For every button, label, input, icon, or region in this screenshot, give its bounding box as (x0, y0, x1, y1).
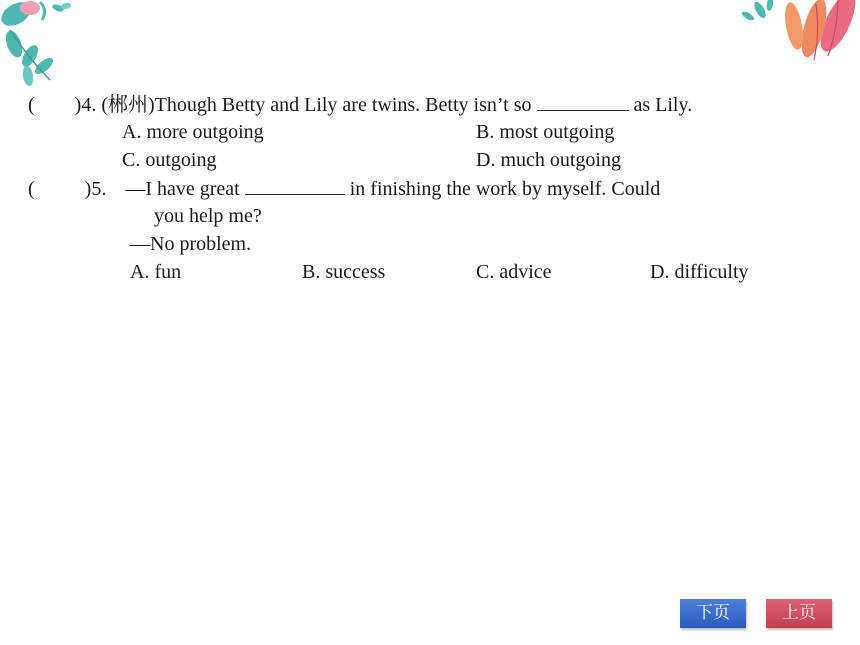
answer-paren-close: ) (74, 94, 82, 116)
question-text: —I have great (125, 178, 240, 200)
question-source: (郴州) (101, 94, 155, 116)
question-5-line-3: —No problem. (130, 233, 252, 255)
top-right-floral-decoration (730, 0, 860, 75)
question-5-stem (28, 176, 660, 201)
question-4-stem (28, 92, 692, 117)
question-text-end: in finishing the work by myself. Could (349, 178, 661, 200)
answer-paren-open: ( (28, 94, 35, 116)
next-page-button[interactable]: 下页 (680, 599, 746, 628)
option-a: A. more outgoing (122, 121, 264, 143)
answer-paren-close: ) (84, 178, 92, 200)
option-d: D. much outgoing (476, 149, 621, 171)
option-a: A. fun (130, 261, 182, 283)
option-b: B. most outgoing (476, 121, 615, 143)
question-text: Though Betty and Lily are twins. Betty isn’t so (154, 94, 532, 116)
option-c: C. advice (476, 261, 552, 283)
previous-page-button[interactable]: 上页 (766, 599, 832, 628)
top-left-floral-decoration (0, 0, 90, 95)
question-text-end: as Lily. (633, 94, 693, 116)
fill-blank (245, 176, 345, 195)
option-b: B. success (302, 261, 386, 283)
fill-blank (537, 92, 629, 111)
question-number: 5. (91, 178, 107, 200)
answer-paren-open: ( (28, 178, 35, 200)
option-d: D. difficulty (650, 261, 749, 283)
option-c: C. outgoing (122, 149, 217, 171)
question-5-line-2: you help me? (154, 205, 262, 227)
question-number: 4. (81, 94, 97, 116)
